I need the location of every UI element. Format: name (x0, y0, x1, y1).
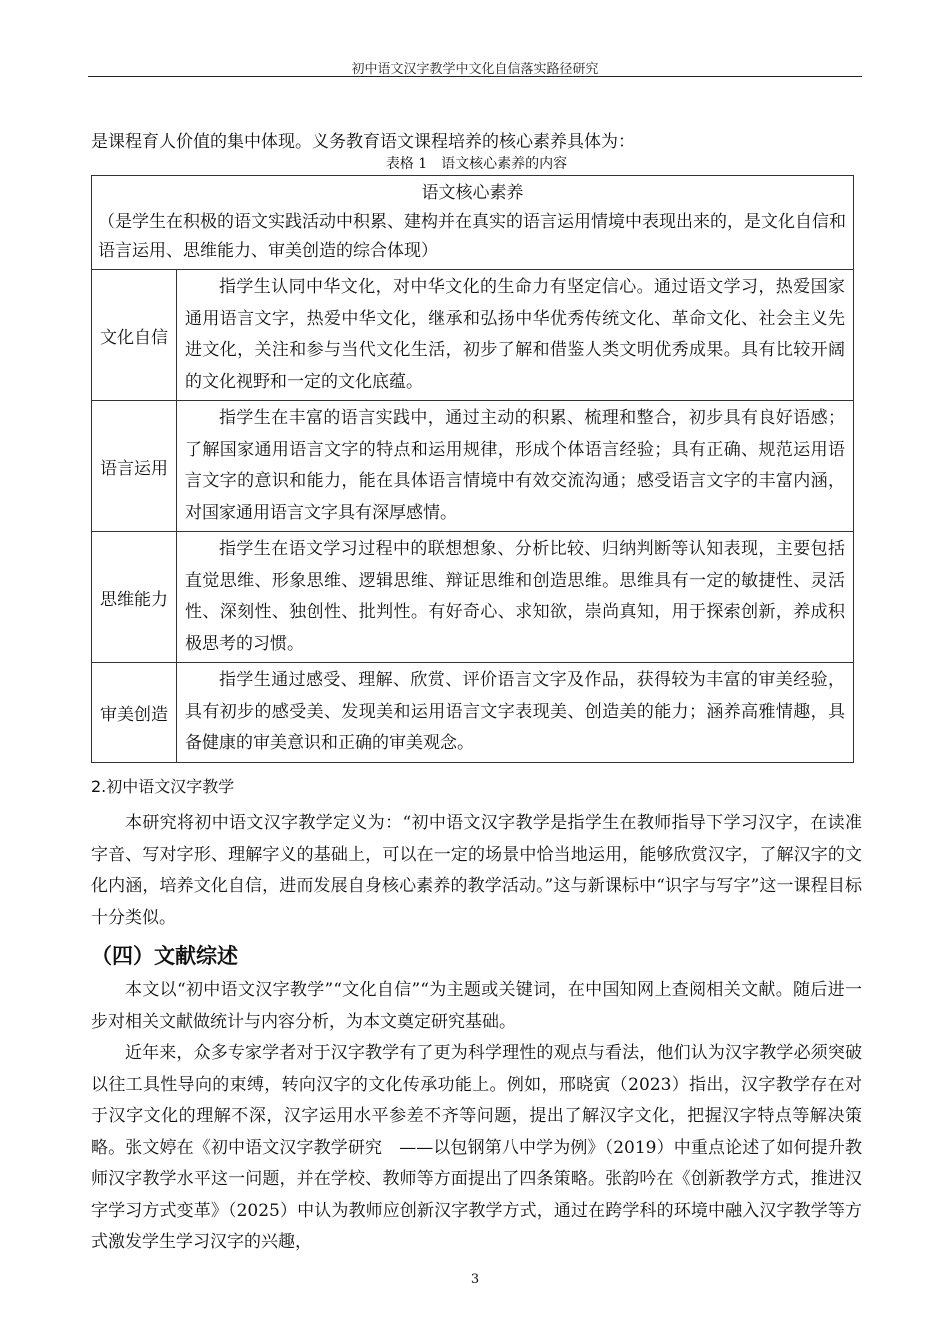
core-literacy-table (91, 175, 854, 763)
table-row (92, 663, 854, 763)
table-heading-cell (92, 176, 854, 270)
table-row (92, 532, 854, 663)
table-row (92, 401, 854, 532)
definition-paragraph: 本研究将初中语文汉字教学定义为：“初中语文汉字教学是指学生在教师指导下学习汉字，在读准字音、写对字形、理解字义的基础上，可以在一定的场景中恰当地运用，能够欣赏汉字，了解汉字的文化内涵，培养文化自信，进而发展自身核心素养的教学活动。”这与新课标中“识字与写字”这一课程目标十分类似。 (91, 813, 862, 928)
running-header: 初中语文汉字教学中文化自信落实路径研究 (351, 62, 599, 77)
subsection-title: 2.初中语文汉字教学 (91, 777, 235, 796)
row-label: 审美创造 (92, 663, 177, 763)
row-label: 语言运用 (92, 401, 177, 532)
literature-paragraph-1: 本文以“初中语文汉字教学”“文化自信”“为主题或关键词，在中国知网上查阅相关文献。随后进一步对相关文献做统计与内容分析，为本文奠定研究基础。 (91, 980, 862, 1032)
header-rule (88, 76, 862, 77)
intro-line: 是课程育人价值的集中体现。义务教育语文课程培养的核心素养具体为： (91, 132, 635, 152)
row-label: 文化自信 (92, 270, 177, 401)
table-heading-row (92, 176, 854, 270)
table-heading-title: 语文核心素养 (421, 183, 524, 203)
table-row (92, 270, 854, 401)
row-description: 指学生通过感受、理解、欣赏、评价语言文字及作品，获得较为丰富的审美经验，具有初步的感受美、发现美和运用语言文字表现美、创造美的能力；涵养高雅情趣，具备健康的审美意识和正确的审美观念。 (177, 663, 854, 763)
row-description: 指学生认同中华文化，对中华文化的生命力有坚定信心。通过语文学习，热爱国家通用语言文字，热爱中华文化，继承和弘扬中华优秀传统文化、革命文化、社会主义先进文化，关注和参与当代文化生活，初步了解和借鉴人类文明优秀成果。具有比较开阔的文化视野和一定的文化底蕴。 (177, 270, 854, 401)
row-description: 指学生在丰富的语言实践中，通过主动的积累、梳理和整合，初步具有良好语感；了解国家通用语言文字的特点和运用规律，形成个体语言经验；具有正确、规范运用语言文字的意识和能力，能在具体语言情境中有效交流沟通；感受语言文字的丰富内涵，对国家通用语言文字具有深厚感情。 (177, 401, 854, 532)
row-label: 思维能力 (92, 532, 177, 663)
page-number: 3 (470, 1272, 480, 1287)
literature-paragraph-2: 近年来，众多专家学者对于汉字教学有了更为科学理性的观点与看法，他们认为汉字教学必须突破以往工具性导向的束缚，转向汉字的文化传承功能上。例如，邢晓寅（2023）指出，汉字教学存在对于汉字文化的理解不深，汉字运用水平参差不齐等问题，提出了解汉字文化，把握汉字特点等解决策略。张文婷在《初中语文汉字教学研究 ——以包钢第八中学为例》（2019）中重点论述了如何提升教师汉字教学水平这一问题，并在学校、教师等方面提出了四条策略。张韵吟在《创新教学方式，推进汉字学习方式变革》（2025）中认为教师应创新汉字教学方式，通过在跨学科的环境中融入汉字教学等方式激发学生学习汉字的兴趣， (91, 1043, 862, 1252)
table-heading-note: （是学生在积极的语文实践活动中积累、建构并在真实的语言运用情境中表现出来的，是文化自信和语言运用、思维能力、审美创造的综合体现） (98, 212, 846, 261)
section-title: （四）文献综述 (91, 944, 238, 968)
row-description: 指学生在语文学习过程中的联想想象、分析比较、归纳判断等认知表现，主要包括直觉思维、形象思维、逻辑思维、辩证思维和创造思维。思维具有一定的敏捷性、灵活性、深刻性、独创性、批判性。有好奇心、求知欲，崇尚真知，用于探索创新，养成积极思考的习惯。 (177, 532, 854, 663)
table-caption: 表格 1 语文核心素养的内容 (385, 156, 568, 172)
